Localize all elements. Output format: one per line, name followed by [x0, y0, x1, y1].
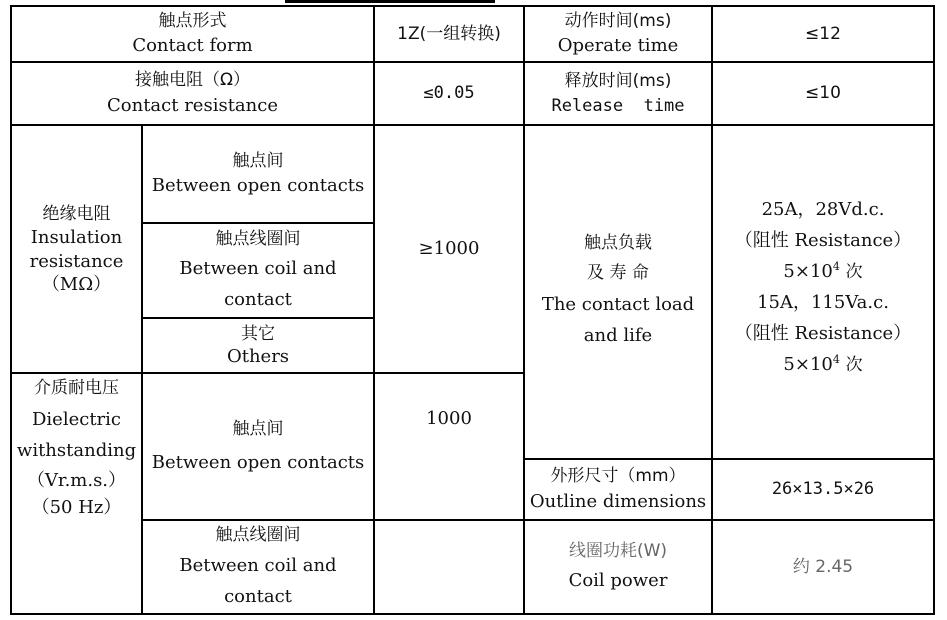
outline-value: 26×13.5×26	[771, 479, 875, 500]
contact-load-label: 触点负载 及 寿 命 The contact load and life	[541, 233, 695, 346]
contact-form-value: 1Z(一组转换)	[397, 23, 501, 44]
release-time-value: ≤10	[805, 83, 841, 104]
contact-load-value: 25A，28Vd.c. （阻性 Resistance） $5\times 10^4$ 次 15A，115Va.c. （阻性 Resistance） $5\times 10^4$ 次	[734, 199, 912, 375]
contact-resistance-label: 接触电阻（Ω） Contact resistance	[107, 70, 278, 116]
insulation-open-contacts: 触点间 Between open contacts	[151, 150, 365, 197]
operate-time-value: ≤12	[805, 23, 841, 44]
insulation-coil-contact: 触点线圈间 Between coil and contact	[179, 229, 337, 310]
insulation-value: ≥1000	[418, 237, 480, 259]
outline-label: 外形尺寸（mm） Outline dimensions	[529, 466, 707, 512]
release-time-label: 释放时间(ms) Release time	[551, 70, 685, 116]
dielectric-coil-contact: 触点线圈间 Between coil and contact	[179, 525, 337, 607]
operate-time-label: 动作时间(ms) Operate time	[557, 10, 679, 57]
coil-power-value: 约 2.45	[792, 556, 854, 577]
dielectric-open-contacts: 触点间 Between open contacts	[151, 419, 365, 473]
top-edge-fragment	[285, 0, 495, 3]
contact-form-label: 触点形式 Contact form	[132, 10, 253, 57]
contact-resistance-value: ≤0.05	[423, 83, 475, 104]
dielectric-value: 1000	[426, 408, 472, 429]
insulation-others: 其它 Others	[226, 323, 290, 367]
dielectric-label: 介质耐电压 Dielectric withstanding （Vr.m.s.） （50 Hz）	[16, 378, 137, 518]
coil-power-label: 线圈功耗(W) Coil power	[568, 541, 668, 592]
insulation-resistance-label: 绝缘电阻 Insulation resistance （MΩ）	[29, 203, 124, 296]
